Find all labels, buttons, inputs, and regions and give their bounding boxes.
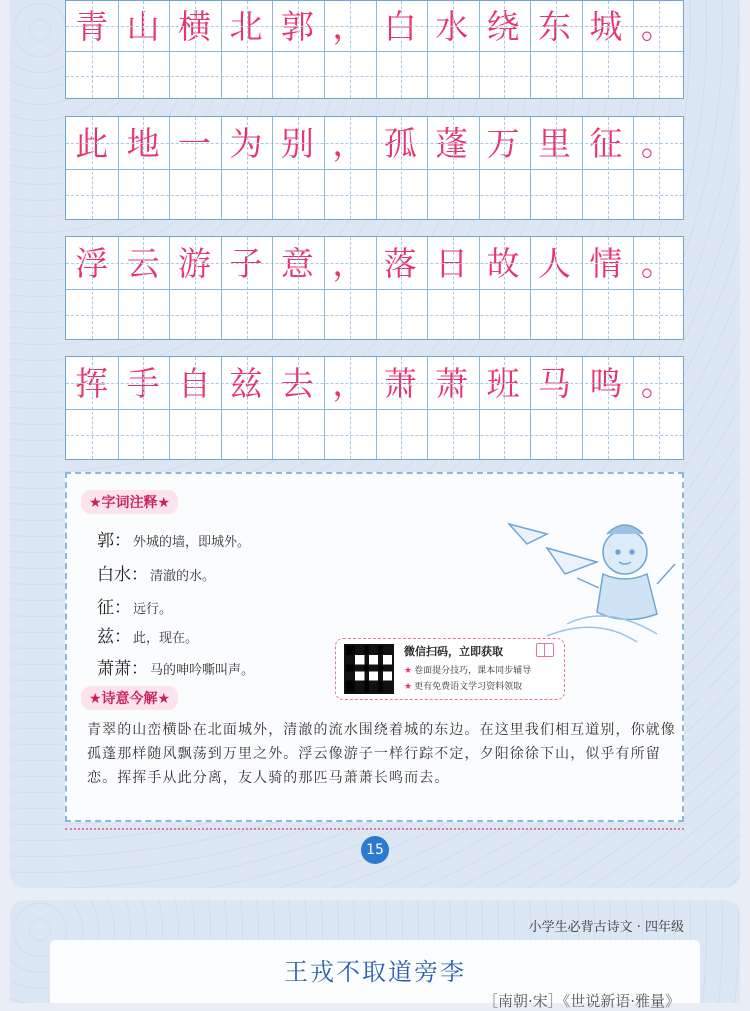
grid-col-divider xyxy=(582,357,583,459)
grid-guide-line xyxy=(350,1,351,98)
grid-col-divider xyxy=(530,357,531,459)
grid-col-divider xyxy=(427,1,428,98)
grid-guide-line xyxy=(659,357,660,459)
glossary-def: 此，现在。 xyxy=(133,631,199,646)
poem-character: ， xyxy=(332,6,366,46)
grid-col-divider xyxy=(582,117,583,219)
grid-guide-line xyxy=(298,237,299,339)
poem-character: 绕 xyxy=(486,6,520,46)
grid-guide-line xyxy=(92,237,93,339)
qr-card-title: 微信扫码，立即获取 xyxy=(404,645,503,658)
grid-col-divider xyxy=(169,117,170,219)
poem-character: 故 xyxy=(486,243,520,283)
dotted-divider xyxy=(65,828,684,832)
grid-col-divider xyxy=(118,1,119,98)
grid-guide-line xyxy=(247,237,248,339)
grid-col-divider xyxy=(376,357,377,459)
grid-guide-line xyxy=(92,1,93,98)
writing-grid-3 xyxy=(65,236,684,340)
grid-col-divider xyxy=(221,1,222,98)
grid-col-divider xyxy=(118,357,119,459)
poem-character: 孤 xyxy=(383,123,417,163)
grid-guide-line xyxy=(350,117,351,219)
grid-guide-line xyxy=(143,237,144,339)
poem-character: 意 xyxy=(280,243,314,283)
grid-guide-line xyxy=(247,357,248,459)
grid-guide-line xyxy=(298,357,299,459)
glossary-def: 马的呻吟嘶叫声。 xyxy=(150,663,255,678)
poem-character: 。 xyxy=(640,243,674,283)
grid-guide-line xyxy=(556,1,557,98)
grid-col-divider xyxy=(530,237,531,339)
grid-guide-line xyxy=(143,117,144,219)
grid-col-divider xyxy=(633,1,634,98)
grid-col-divider xyxy=(479,117,480,219)
poem-character: 万 xyxy=(486,123,520,163)
grid-col-divider xyxy=(427,237,428,339)
glossary-item xyxy=(97,593,172,618)
grid-guide-line xyxy=(143,357,144,459)
grid-col-divider xyxy=(221,357,222,459)
poem-character: 水 xyxy=(435,6,469,46)
translation-text: 青翠的山峦横卧在北面城外，清澈的流水围绕着城的东边。在这里我们相互道别，你就像孤蓬那样随风飘荡到万里之外。浮云像游子一样行踪不定，夕阳徐徐下山，似乎有所留恋。挥挥手从此分离，友人骑的那匹马萧萧长鸣而去。 xyxy=(87,722,676,786)
grid-guide-line xyxy=(504,1,505,98)
page-number: 15 xyxy=(361,836,389,864)
poem-character: 浮 xyxy=(75,243,109,283)
grid-guide-line xyxy=(247,117,248,219)
grid-guide-line xyxy=(66,76,683,77)
book-icon xyxy=(536,643,554,657)
poem-character: 。 xyxy=(640,363,674,403)
grid-guide-line xyxy=(401,357,402,459)
poem-character: 此 xyxy=(75,123,109,163)
grid-guide-line xyxy=(298,117,299,219)
poem-character: 萧 xyxy=(435,363,469,403)
lesson-source: ［南朝·宋］《世说新语·雅量》 xyxy=(482,992,680,1010)
grid-guide-line xyxy=(504,237,505,339)
star-icon: ★ xyxy=(404,666,413,676)
grid-guide-line xyxy=(92,117,93,219)
grid-row-divider xyxy=(66,289,683,290)
poem-character: 青 xyxy=(75,6,109,46)
grid-guide-line xyxy=(504,357,505,459)
poem-character: 日 xyxy=(435,243,469,283)
poem-character: 征 xyxy=(589,123,623,163)
poem-character: ， xyxy=(332,363,366,403)
poem-character: 班 xyxy=(486,363,520,403)
grid-guide-line xyxy=(556,357,557,459)
grid-col-divider xyxy=(272,117,273,219)
grid-col-divider xyxy=(221,117,222,219)
grid-guide-line xyxy=(453,1,454,98)
poem-character: 地 xyxy=(126,123,160,163)
grid-col-divider xyxy=(169,237,170,339)
grid-col-divider xyxy=(221,237,222,339)
grid-guide-line xyxy=(401,237,402,339)
grid-col-divider xyxy=(376,237,377,339)
poem-character: 云 xyxy=(126,243,160,283)
poem-character: 里 xyxy=(538,123,571,163)
grid-col-divider xyxy=(479,1,480,98)
grid-guide-line xyxy=(401,117,402,219)
grid-guide-line xyxy=(556,237,557,339)
grid-col-divider xyxy=(272,1,273,98)
poem-character: 蓬 xyxy=(435,123,469,163)
grid-guide-line xyxy=(504,117,505,219)
glossary-item xyxy=(97,526,250,551)
poem-character: 萧 xyxy=(383,363,417,403)
poem-character: ， xyxy=(332,243,366,283)
poem-character: 情 xyxy=(589,243,623,283)
grid-col-divider xyxy=(427,117,428,219)
grid-col-divider xyxy=(633,357,634,459)
poem-character: 白 xyxy=(383,6,417,46)
glossary-item xyxy=(97,654,254,679)
grid-col-divider xyxy=(324,117,325,219)
running-header: 小学生必背古诗文 · 四年级 xyxy=(528,920,684,935)
grid-col-divider xyxy=(118,237,119,339)
poem-character: 城 xyxy=(589,6,623,46)
poem-character: 一 xyxy=(178,123,212,163)
poem-character: 自 xyxy=(178,363,212,403)
grid-guide-line xyxy=(453,117,454,219)
grid-row-divider xyxy=(66,169,683,170)
qr-card[interactable] xyxy=(335,638,565,700)
grid-col-divider xyxy=(582,1,583,98)
poem-character: 手 xyxy=(126,363,160,403)
grid-col-divider xyxy=(530,117,531,219)
grid-guide-line xyxy=(659,117,660,219)
poem-character: 郭 xyxy=(280,6,314,46)
grid-row-divider xyxy=(66,51,683,52)
boy-paper-plane-illustration xyxy=(507,504,677,644)
lesson-title: 王戎不取道旁李 xyxy=(284,958,466,986)
grid-guide-line xyxy=(66,26,683,27)
glossary-term: 萧萧： xyxy=(97,659,148,679)
notes-box xyxy=(65,472,684,822)
poem-character: 。 xyxy=(640,123,674,163)
grid-col-divider xyxy=(530,1,531,98)
poem-character: ， xyxy=(332,123,366,163)
grid-guide-line xyxy=(66,195,683,196)
glossary-term: 郭： xyxy=(97,531,131,551)
qr-card-line xyxy=(404,679,522,692)
grid-guide-line xyxy=(247,1,248,98)
lesson-title-card xyxy=(50,940,700,1010)
grid-col-divider xyxy=(479,237,480,339)
grid-col-divider xyxy=(582,237,583,339)
grid-col-divider xyxy=(376,117,377,219)
grid-guide-line xyxy=(195,357,196,459)
grid-guide-line xyxy=(453,237,454,339)
qr-card-line-text: 更有免费语文学习资料领取 xyxy=(414,682,523,692)
grid-col-divider xyxy=(324,1,325,98)
poem-character: 落 xyxy=(383,243,417,283)
glossary-term: 兹： xyxy=(97,627,131,647)
grid-guide-line xyxy=(143,1,144,98)
writing-grid-1 xyxy=(65,0,684,99)
poem-character: 马 xyxy=(538,363,571,403)
glossary-def: 清澈的水。 xyxy=(150,569,216,584)
poem-character: 别 xyxy=(280,123,314,163)
grid-col-divider xyxy=(272,237,273,339)
poem-character: 北 xyxy=(229,6,263,46)
grid-guide-line xyxy=(92,357,93,459)
poem-character: 游 xyxy=(178,243,212,283)
grid-guide-line xyxy=(659,1,660,98)
grid-guide-line xyxy=(659,237,660,339)
grid-guide-line xyxy=(453,357,454,459)
glossary-item xyxy=(97,560,215,585)
grid-guide-line xyxy=(195,117,196,219)
grid-guide-line xyxy=(298,1,299,98)
grid-guide-line xyxy=(608,357,609,459)
poem-character: 。 xyxy=(640,6,674,46)
poem-character: 为 xyxy=(229,123,263,163)
glossary-title: ★字词注释★ xyxy=(81,490,178,514)
grid-guide-line xyxy=(195,237,196,339)
grid-col-divider xyxy=(169,357,170,459)
grid-col-divider xyxy=(376,1,377,98)
poem-character: 兹 xyxy=(229,363,263,403)
poem-character: 横 xyxy=(178,6,212,46)
poem-character: 去 xyxy=(280,363,314,403)
grid-col-divider xyxy=(324,237,325,339)
grid-col-divider xyxy=(479,357,480,459)
grid-guide-line xyxy=(350,237,351,339)
grid-col-divider xyxy=(118,117,119,219)
glossary-item xyxy=(97,622,198,647)
grid-guide-line xyxy=(66,143,683,144)
grid-guide-line xyxy=(66,435,683,436)
glossary-term: 白水： xyxy=(97,565,148,585)
grid-col-divider xyxy=(633,117,634,219)
poem-character: 东 xyxy=(538,6,571,46)
qr-card-line xyxy=(404,663,531,676)
qr-card-line-text: 卷面提分技巧，课本同步辅导 xyxy=(414,666,532,676)
poem-character: 山 xyxy=(126,6,160,46)
glossary-def: 外城的墙，即城外。 xyxy=(133,535,251,550)
grid-row-divider xyxy=(66,409,683,410)
grid-guide-line xyxy=(556,117,557,219)
grid-guide-line xyxy=(401,1,402,98)
grid-col-divider xyxy=(324,357,325,459)
qr-code[interactable] xyxy=(344,644,394,694)
grid-col-divider xyxy=(633,237,634,339)
poem-character: 子 xyxy=(229,243,263,283)
grid-col-divider xyxy=(427,357,428,459)
grid-col-divider xyxy=(272,357,273,459)
grid-guide-line xyxy=(66,315,683,316)
grid-guide-line xyxy=(608,237,609,339)
grid-col-divider xyxy=(169,1,170,98)
star-icon: ★ xyxy=(404,682,413,692)
grid-guide-line xyxy=(350,357,351,459)
meaning-title: ★诗意今解★ xyxy=(81,686,178,710)
grid-guide-line xyxy=(66,263,683,264)
poem-character: 鸣 xyxy=(589,363,623,403)
poem-character: 人 xyxy=(538,243,571,283)
grid-guide-line xyxy=(66,383,683,384)
writing-grid-2 xyxy=(65,116,684,220)
writing-grid-4 xyxy=(65,356,684,460)
grid-guide-line xyxy=(195,1,196,98)
glossary-def: 远行。 xyxy=(133,602,173,617)
grid-guide-line xyxy=(608,1,609,98)
glossary-term: 征： xyxy=(97,598,131,618)
grid-guide-line xyxy=(608,117,609,219)
poem-character: 挥 xyxy=(75,363,109,403)
